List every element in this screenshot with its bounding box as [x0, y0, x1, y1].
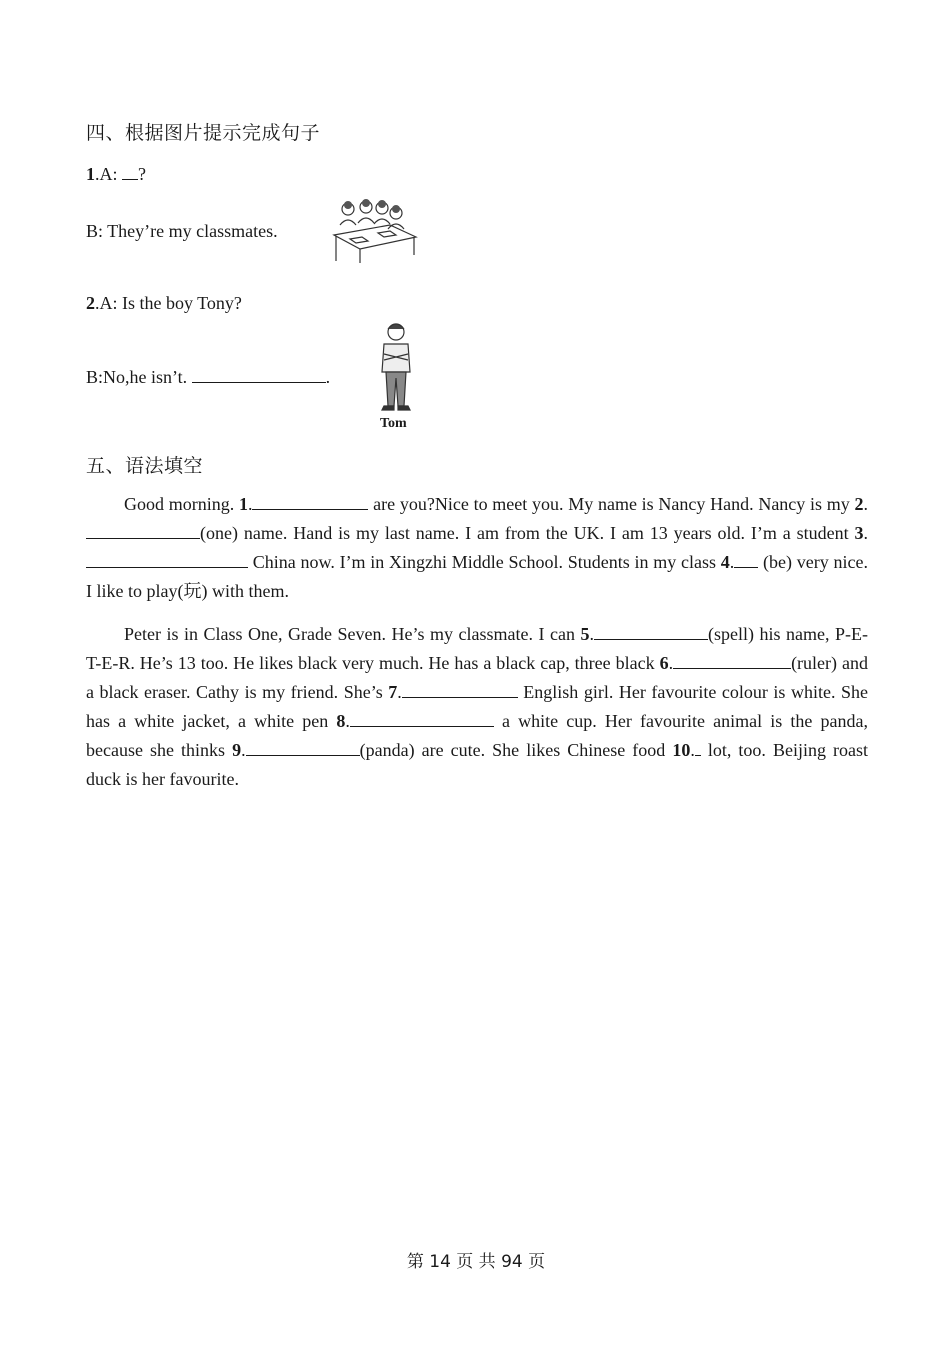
answer-blank-7[interactable] — [402, 683, 518, 698]
answer-blank-3[interactable] — [86, 553, 248, 568]
answer-blank-8[interactable] — [350, 712, 494, 727]
question-2-b: B:No,he isn’t. . — [86, 367, 331, 387]
answer-blank-1[interactable] — [252, 495, 368, 510]
question-1-b: B: They’re my classmates. — [86, 221, 278, 241]
question-1-a: 1.A: ? — [86, 164, 146, 184]
answer-blank-5[interactable] — [594, 625, 708, 640]
page-number-footer: 第 14 页 共 94 页 — [406, 1252, 546, 1272]
question-number: 2 — [86, 293, 95, 313]
section-4-title: 四、根据图片提示完成句子 — [86, 122, 321, 144]
passage-paragraph-1: Good morning. 1. are you?Nice to meet you. My name is Nancy Hand. Nancy is my 2.(one) name. Hand is my last name. I am from the UK. I am 13 years old. I’m a student 3. China now. I’m in Xingzhi Middle School. Students in my class 4. (be) very nice. I like to play(玩) with them. — [86, 494, 868, 601]
question-number: 1 — [86, 164, 95, 184]
answer-blank-9[interactable] — [246, 741, 360, 756]
classmates-picture — [330, 195, 420, 265]
boy-tom-picture — [374, 320, 418, 414]
section-5-title: 五、语法填空 — [86, 455, 204, 477]
tom-label: Tom — [380, 416, 407, 431]
answer-blank-6[interactable] — [673, 654, 791, 669]
answer-blank-2[interactable] — [86, 524, 200, 539]
question-2-a: 2.A: Is the boy Tony? — [86, 293, 242, 313]
answer-blank-4[interactable] — [734, 553, 758, 568]
answer-blank-2[interactable] — [192, 366, 326, 383]
passage-paragraph-2: Peter is in Class One, Grade Seven. He’s my classmate. I can 5. (spell) his name, P-E-T-E-R. He’s 13 too. He likes black very much. He has a black cap, three black 6. (ruler) and a black eraser. Cathy is my friend. She’s 7. English girl. Her favourite colour is white. She has a white jacket, a white pen 8. a white cup. Her favourite animal is the panda, because she thinks 9. (panda) are cute. She likes Chinese food 10. lot, too. Beijing roast duck is her favourite. — [86, 624, 868, 789]
answer-blank-1[interactable] — [122, 163, 138, 180]
